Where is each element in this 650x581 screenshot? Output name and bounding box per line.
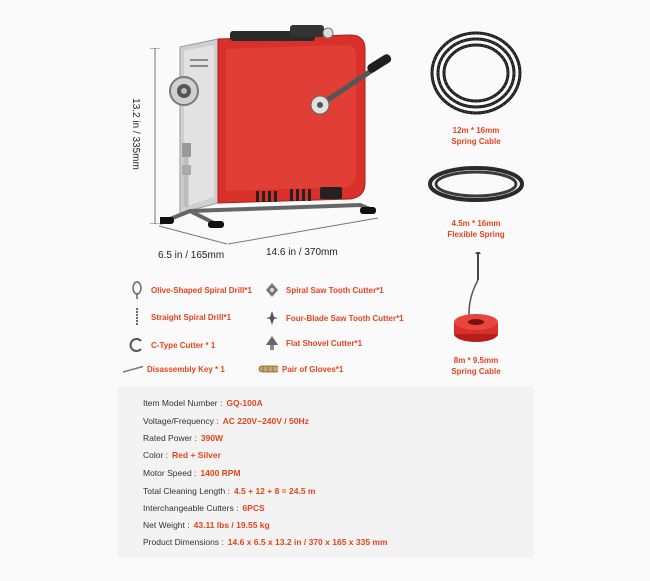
flexible-spring-image xyxy=(425,163,527,205)
spec-cleaning-length xyxy=(143,486,315,496)
straight-drill-icon xyxy=(127,308,147,326)
spec-label: Color : xyxy=(143,450,169,460)
cable-2-caption xyxy=(426,218,526,240)
accessory-label: Straight Spiral Drill*1 xyxy=(151,312,232,322)
spec-label: Voltage/Frequency : xyxy=(143,416,219,426)
spec-motor-speed xyxy=(143,468,241,478)
spec-label: Item Model Number : xyxy=(143,398,223,408)
spec-label: Total Cleaning Length : xyxy=(143,486,230,496)
accessory-label: Four-Blade Saw Tooth Cutter*1 xyxy=(286,313,404,323)
width-dimension-label: 14.6 in / 370mm xyxy=(266,247,338,258)
spec-voltage xyxy=(143,416,309,426)
gloves-icon xyxy=(258,360,278,378)
spec-color xyxy=(143,450,221,460)
accessory-label: Pair of Gloves*1 xyxy=(282,364,344,374)
accessory-gloves xyxy=(258,360,343,378)
accessory-flat-shovel xyxy=(262,334,362,352)
spec-power xyxy=(143,433,223,443)
spec-value: 14.6 x 6.5 x 13.2 in / 370 x 165 x 335 mm xyxy=(227,537,388,547)
spec-label: Motor Speed : xyxy=(143,468,197,478)
spec-value: 43.11 lbs / 19.55 kg xyxy=(193,520,270,530)
spec-value: 390W xyxy=(200,433,224,443)
cable-2-name: Flexible Spring xyxy=(447,230,505,239)
key-icon xyxy=(123,360,143,378)
c-cutter-icon xyxy=(127,336,147,354)
spec-value: Red + Silver xyxy=(172,450,221,460)
cable-3-size: 8m * 9.5mm xyxy=(453,356,499,365)
spec-label: Product Dimensions : xyxy=(143,537,224,547)
accessory-c-cutter xyxy=(127,336,215,354)
four-blade-icon xyxy=(262,309,282,327)
spec-label: Rated Power : xyxy=(143,433,197,443)
spiral-saw-icon xyxy=(262,281,282,299)
olive-drill-icon xyxy=(127,281,147,299)
cable-1-caption xyxy=(426,125,526,147)
cable-1-size: 12m * 16mm xyxy=(452,126,500,135)
accessory-label: Flat Shovel Cutter*1 xyxy=(286,338,363,348)
spec-value: 4.5 + 12 + 8 = 24.5 m xyxy=(233,486,316,496)
specifications-panel xyxy=(117,386,534,558)
accessory-four-blade xyxy=(262,309,404,327)
spec-label: Interchangeable Cutters : xyxy=(143,503,239,513)
cable-3-caption xyxy=(426,355,526,377)
spec-net-weight xyxy=(143,520,270,530)
drain-cleaner-machine-image xyxy=(160,25,395,230)
height-dimension-label: 13.2 in / 335mm xyxy=(130,98,141,170)
accessory-spiral-saw xyxy=(262,281,384,299)
accessory-label: Spiral Saw Tooth Cutter*1 xyxy=(286,285,384,295)
spec-value: AC 220V~240V / 50Hz xyxy=(222,416,309,426)
coiled-spring-cable-image xyxy=(425,27,527,119)
height-dimension-line xyxy=(150,48,160,224)
depth-dimension-label: 6.5 in / 165mm xyxy=(158,250,225,261)
spec-value: GQ-100A xyxy=(226,398,263,408)
accessory-label: C-Type Cutter * 1 xyxy=(151,340,216,350)
accessory-straight-drill xyxy=(127,308,231,326)
spec-cutters xyxy=(143,503,265,513)
cable-1-name: Spring Cable xyxy=(451,137,501,146)
spec-label: Net Weight : xyxy=(143,520,190,530)
accessory-olive-drill xyxy=(127,281,252,299)
spec-dimensions xyxy=(143,537,388,547)
flat-shovel-icon xyxy=(262,334,282,352)
spec-value: 1400 RPM xyxy=(200,468,241,478)
accessory-label: Olive-Shaped Spiral Drill*1 xyxy=(151,285,252,295)
accessory-key xyxy=(123,360,225,378)
spec-value: 6PCS xyxy=(242,503,265,513)
cable-2-size: 4.5m * 16mm xyxy=(451,219,501,228)
spec-model xyxy=(143,398,263,408)
depth-dimension-line xyxy=(157,224,229,246)
width-dimension-line xyxy=(228,216,378,246)
spring-cable-drum-image xyxy=(448,252,504,350)
accessory-label: Disassembly Key * 1 xyxy=(147,364,225,374)
cable-3-name: Spring Cable xyxy=(451,367,501,376)
